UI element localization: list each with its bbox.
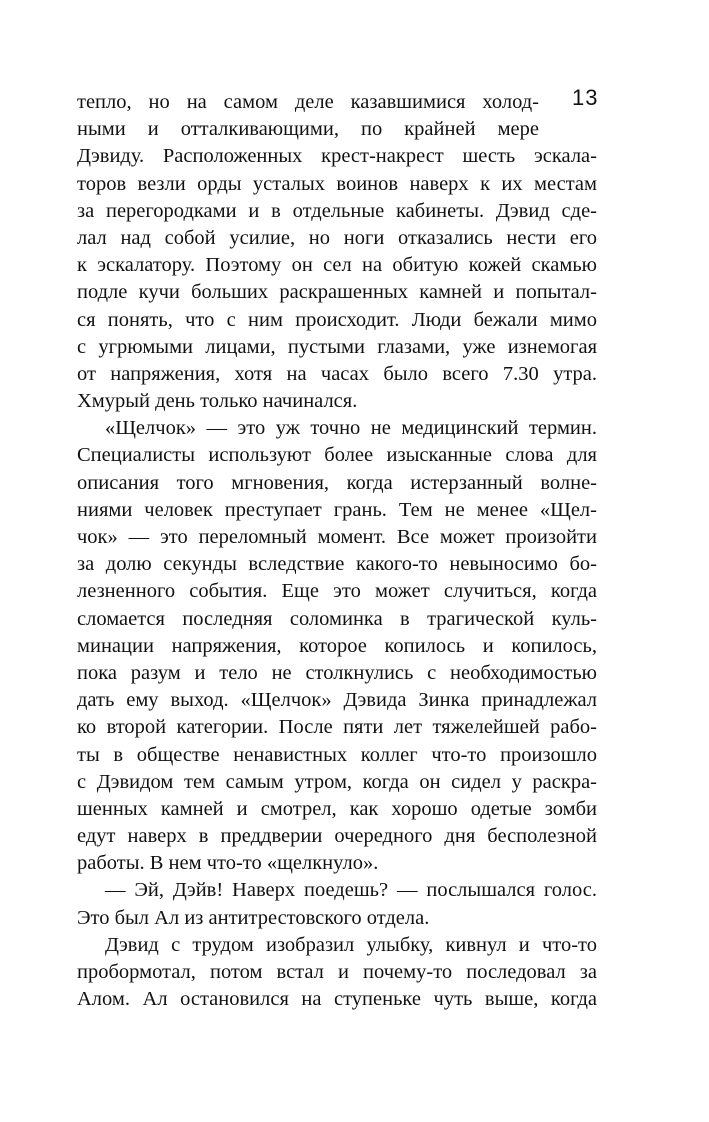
text-line: с Дэвидом тем самым утром, когда он сидел у раскра- [77,770,597,793]
text-line: Специалисты используют более изысканные слова для [77,444,597,467]
text-line: ниями человек преступает грань. Тем не менее «Щел- [77,498,597,521]
page-number: 13 [572,85,599,110]
text-line: работы. В нем что-то «щелкнуло». [77,852,379,875]
body-text [77,89,597,1013]
text-line: тепло, но на самом деле казавшимися холод- [77,91,539,113]
text-line: дать ему выход. «Щелчок» Дэвида Зинка принадлежал [77,689,597,712]
text-line: — Эй, Дэйв! Наверх поедешь? — послышался голос. [105,879,597,902]
text-line: Алом. Ал остановился на ступеньке чуть выше, когда [77,988,597,1011]
text-line: чок» — это переломный момент. Все может произойти [77,526,597,548]
text-line: «Щелчок» — это уж точно не медицинский термин. [105,417,597,440]
text-line: Это был Ал из антитрестовского отдела. [77,906,430,929]
text-line: торов везли орды усталых воинов наверх к их местам [77,172,597,195]
text-line: ко второй категории. После пяти лет тяжелейшей рабо- [77,716,597,739]
text-line: описания того мгновения, когда истерзанный волне- [77,471,597,494]
text-line: за долю секунды вследствие какого-то невыносимо бо- [77,553,597,576]
text-line: Дэвид с трудом изобразил улыбку, кивнул и что-то [105,933,597,956]
text-line: пробормотал, потом встал и почему-то последовал за [77,961,597,983]
text-line: шенных камней и смотрел, как хорошо одетые зомби [77,797,597,820]
text-line: минации напряжения, которое копилось и копилось, [77,634,597,657]
text-line: ными и отталкивающими, по крайней мере [77,118,539,141]
text-line: Хмурый день только начинался. [77,390,358,413]
text-line: едут наверх в преддверии очередного дня бесполезной [77,825,597,848]
text-line: подле кучи больших раскрашенных камней и попытал- [77,281,597,304]
text-line: к эскалатору. Поэтому он сел на обитую кожей скамью [77,254,597,277]
text-line: лал над собой усилие, но ноги отказались нести его [77,226,597,249]
text-line: сломается последняя соломинка в трагической куль- [77,607,597,630]
text-line: Дэвиду. Расположенных крест-накрест шесть эскала- [77,145,597,168]
text-line: лезненного события. Еще это может случиться, когда [77,580,597,603]
text-line: от напряжения, хотя на часах было всего 7.30 утра. [77,362,597,385]
text-line: за перегородками и в отдельные кабинеты. Дэвид сде- [77,199,597,222]
text-line: ся понять, что с ним происходит. Люди бежали мимо [77,308,597,331]
text-line: с угрюмыми лицами, пустыми глазами, уже изнемогая [77,335,597,358]
text-line: ты в обществе ненавистных коллег что-то произошло [77,743,597,766]
text-line: пока разум и тело не столкнулись с необходимостью [77,661,597,684]
